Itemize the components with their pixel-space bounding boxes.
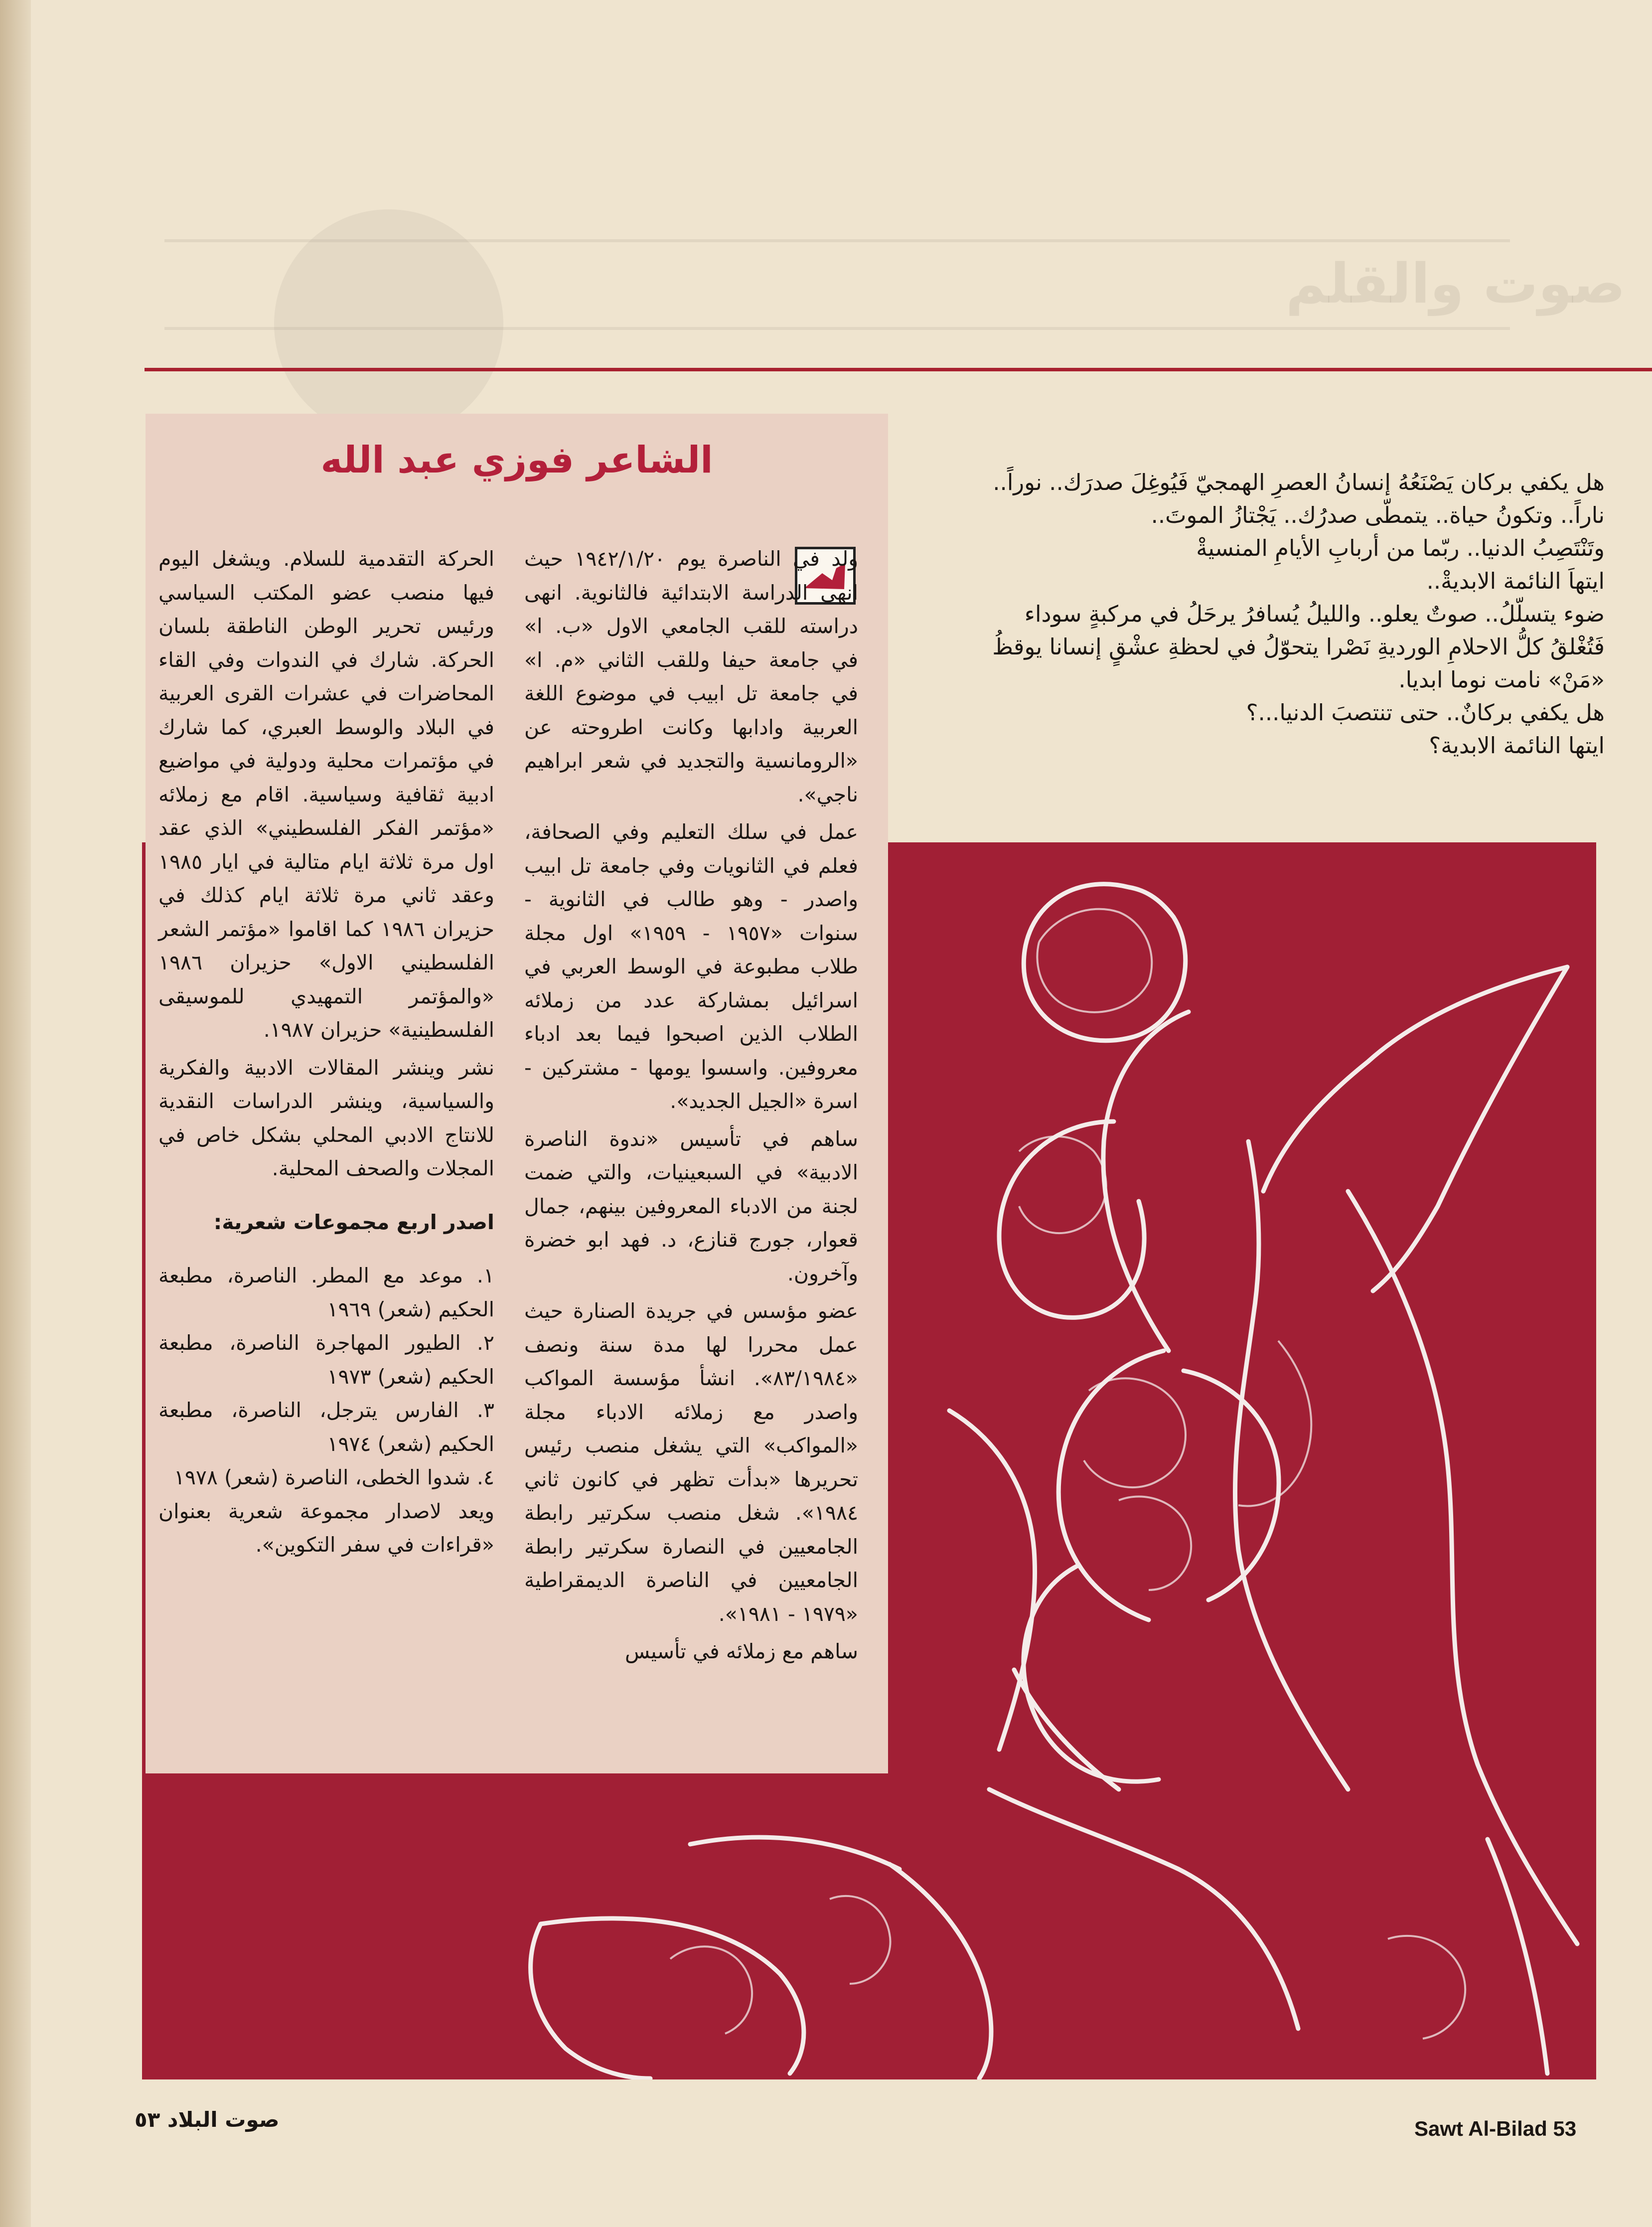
poem-line: «مَنْ» نامت نوما ابديا. [1398,666,1605,693]
header-rule [145,368,1652,371]
poem-line: ناراً.. وتكونُ حياة.. يتمطّى صدرُك.. يَجْتازُ الموتَ.. [1151,502,1605,528]
poem [892,466,1605,762]
closing-note: ويعد لاصدار مجموعة شعرية بعنوان «قراءات في سفر التكوين». [158,1499,494,1557]
footer-arabic-title: صوت البلاد ٥٣ [135,2107,280,2132]
footer-latin-title: Sawt Al-Bilad 53 [1414,2117,1577,2140]
poem-line: ايتهاَ النائمة الابديةْ.. [1426,568,1605,594]
biography-paragraph: ولد في الناصرة يوم ١٩٤٢/١/٢٠ حيث انهى الدراسة الابتدائية فالثانوية. انهى دراسته للقب الجامعي الاول «ب. ا» في جامعة حيفا وللقب الثاني «م. ا» في جامعة تل ابيب في موضوع اللغة العربية وادابها وكانت اطروحته عن «الرومانسية والتجديد في شعر ابراهيم ناجي». [524,547,859,806]
biography-paragraph: الحركة التقدمية للسلام. ويشغل اليوم فيها منصب عضو المكتب السياسي ورئيس تحرير الوطن الناطقة بلسان الحركة. شارك في الندوات وفي القاء المحاضرات في عشرات القرى العربية في البلاد والوسط العبري، كما شارك في مؤتمرات محلية ودولية في مواضيع ادبية ثقافية وسياسية. اقام مع زملائه «مؤتمر الفكر الفلسطيني» الذي عقد اول مرة ثلاثة ايام متالية في ايار ١٩٨٥ وعقد ثاني مرة ثلاثة ايام كذلك في حزيران ١٩٨٦ كما اقاموا «مؤتمر الشعر الفلسطيني الاول» حزيران ١٩٨٦ «والمؤتمر التمهيدي للموسيقى الفلسطينية» حزيران ١٩٨٧. [158,547,494,1042]
poem-line: فَتُغْلقُ كلُّ الاحلامِ الورديةِ نَصْرا يتحوّلُ في لحظةِ عشْقٍ إنسانا يوقظُ [992,634,1605,660]
poem-line: وتَنْتَصِبُ الدنيا.. ربّما من أربابِ الأيامِ المنسيةْ [1196,535,1605,561]
biography-paragraph: عضو مؤسس في جريدة الصنارة حيث عمل محررا لها مدة سنة ونصف «٨٣/١٩٨٤». انشأ مؤسسة المواكب واصدر مع زملائه الادباء مجلة «المواكب» التي يشغل منصب رئيس تحريرها «بدأت تظهر في كانون ثاني ١٩٨٤». شغل منصب سكرتير رابطة الجامعيين في النصارة سكرتير رابطة الجامعيين في الناصرة الديمقراطية «١٩٧٩ - ١٩٨١». [524,1299,858,1626]
book-item: ٣. الفارس يترجل، الناصرة، مطبعة الحكيم (شعر) ١٩٧٤ [158,1398,494,1456]
biography-paragraph: نشر وينشر المقالات الادبية والفكرية والسياسية، وينشر الدراسات النقدية للانتاج الادبي المحلي بشكل خاص في المجلات والصحف المحلية. [158,1055,494,1180]
books-heading: اصدر اربع مجموعات شعرية: [213,1210,494,1234]
poem-line: هل يكفي بركان يَصْنَعُهُ إنسانُ العصرِ الهمجيّ فَيُوغِلَ صدرَك.. نوراً.. [993,469,1605,495]
page-gutter [0,0,31,2227]
biography-paragraph: عمل في سلك التعليم وفي الصحافة، فعلم في الثانويات وفي جامعة تل ابيب واصدر - وهو طالب في الثانوية - سنوات «١٩٥٧ - ١٩٥٩» اول مجلة طلاب مطبوعة في الوسط العربي في اسرائيل بمشاركة عدد من زملائه الطلاب الذين اصبحوا فيما بعد ادباء معروفين. واسسوا يومها - مشتركين - اسرة «الجيل الجديد». [524,820,858,1113]
poem-line: ضوء يتسلّلُ.. صوتٌ يعلو.. والليلُ يُسافرُ يرحَلُ في مركبةٍ سوداء [1024,601,1605,627]
biography-paragraph: ساهم مع زملائه في تأسيس [625,1639,858,1663]
book-item: ١. موعد مع المطر. الناصرة، مطبعة الحكيم (شعر) ١٩٦٩ [158,1264,494,1321]
bleed-through-text: صوت والقلم [1286,252,1626,316]
biography-paragraph: ساهم في تأسيس «ندوة الناصرة الادبية» في السبعينيات، والتي ضمت لجنة من الادباء المعروفين بينهم، جمال قعوار، جورج قنازع، د. فهد ابو خضرة وآخرون. [524,1126,858,1285]
biography-title: الشاعر فوزي عبد الله [320,439,713,481]
book-item: ٢. الطيور المهاجرة الناصرة، مطبعة الحكيم (شعر) ١٩٧٣ [158,1331,494,1389]
biography-column-left [158,542,494,1566]
book-item: ٤. شدوا الخطى، الناصرة (شعر) ١٩٧٨ [173,1465,494,1489]
poem-line: هل يكفي بركانٌ.. حتى تنتصبَ الدنيا...؟ [1246,699,1605,726]
biography-column-right [524,542,858,1673]
poem-line: ايتها النائمة الابدية؟ [1429,732,1605,759]
